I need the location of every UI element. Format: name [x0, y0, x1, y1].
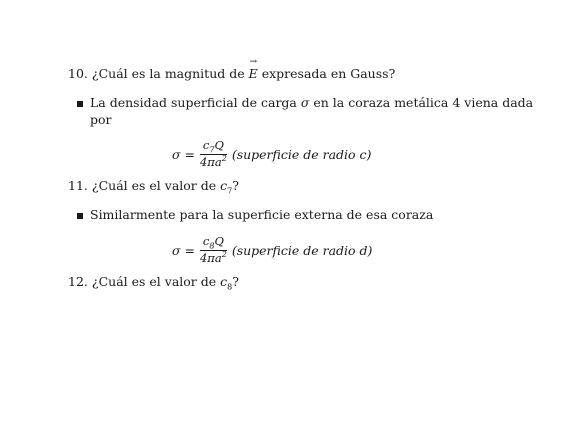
fraction [200, 236, 227, 264]
question-text: ¿Cuál es el valor de [91, 274, 221, 289]
bullet-1-line-2: por [90, 112, 112, 127]
question-text: ¿Cuál es la magnitud de [91, 66, 249, 81]
bullet-icon [77, 101, 83, 107]
bullet-2-text: Similarmente para la superficie externa de esa coraza [90, 207, 434, 222]
sigma-symbol: σ [300, 95, 310, 110]
question-number: 12. [68, 274, 88, 289]
question-text-end: expresada en Gauss? [257, 66, 396, 81]
equation-2 [172, 236, 372, 264]
question-10 [68, 66, 395, 81]
bullet-icon [77, 213, 83, 219]
equation-lhs: σ = [172, 146, 195, 162]
vector-e-symbol: → E [249, 66, 258, 81]
fraction-numerator: $c_8Q$ [200, 236, 227, 251]
question-number: 10. [68, 66, 88, 81]
question-12: 12. ¿Cuál es el valor de $c_8$? [68, 274, 239, 292]
equation-annotation: (superficie de radio c) [231, 146, 372, 162]
fraction-denominator: $4\pi a^2$ [199, 153, 227, 169]
question-number: 11. [68, 178, 88, 193]
equation-1 [172, 140, 371, 168]
variable: c [220, 178, 228, 193]
bullet-1-line-1: La densidad superficial de carga σ en la coraza metálica 4 viena dada [90, 95, 534, 110]
fraction [200, 140, 227, 168]
question-11: 11. ¿Cuál es el valor de $c_7$? [68, 178, 239, 196]
variable: c [220, 274, 228, 289]
variable-subscript: 7 [227, 186, 233, 196]
variable-subscript: 8 [227, 282, 233, 292]
fraction-numerator: $c_7Q$ [200, 140, 227, 155]
fraction-denominator: $4\pi a^2$ [199, 249, 227, 265]
equation-lhs: σ = [172, 242, 195, 258]
equation-annotation: (superficie de radio d) [231, 242, 373, 258]
question-text: ¿Cuál es el valor de [91, 178, 221, 193]
